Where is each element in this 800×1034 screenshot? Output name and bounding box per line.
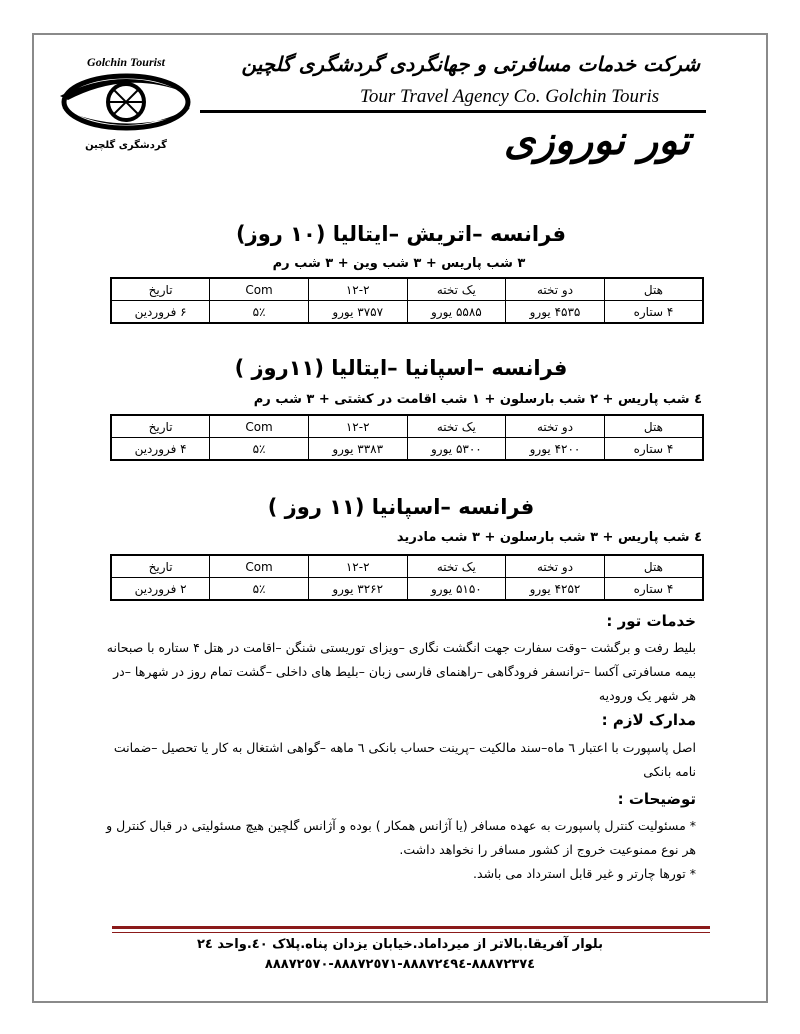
col-hotel: هتل	[604, 555, 703, 578]
logo-text-top: Golchin Tourist	[87, 55, 165, 69]
footer-phones: ٨٨٨٧٢٣٧٤-٨٨٨٧٢٤٩٤-٨٨٨٧٢٥٧١-٨٨٨٧٢٥٧٠	[264, 957, 536, 972]
services-heading: خدمات تور :	[606, 612, 696, 630]
tour-2-title: فرانسه –اسپانیا –ایتالیا (۱۱روز )	[234, 356, 568, 380]
col-double: دو تخته	[506, 555, 605, 578]
col-hotel: هتل	[604, 278, 703, 301]
col-double: دو تخته	[506, 278, 605, 301]
table-row	[111, 578, 703, 601]
company-name-en: Tour Travel Agency Co. Golchin Touris	[360, 86, 660, 107]
col-com: Com	[210, 278, 309, 301]
tour-3-table	[110, 554, 704, 601]
col-com: Com	[210, 555, 309, 578]
documents-text: اصل پاسپورت با اعتبار ٦ ماه–سند مالکیت –پرینت حساب بانکی ٦ ماهه –گواهی اشتغال به کار یا تحصیل –ضمانت نامه بانکی	[113, 740, 696, 779]
table-header-row	[111, 278, 703, 301]
tour-1-subtitle: ۳ شب پاریس + ۳ شب وین + ۳ شب رم	[272, 256, 526, 271]
cell-double: ۴۲۰۰ یورو	[506, 438, 605, 461]
cell-date: ۲ فروردین	[111, 578, 210, 601]
col-child: ۱۲-۲	[308, 415, 407, 438]
header-underline	[200, 110, 706, 113]
footer-address: بلوار آفریقا.بالاتر از میرداماد.خیابان یزدان پناه.پلاک ٤٠.واحد ٢٤	[197, 937, 603, 952]
note-2: * تورها چارتر و غیر قابل استرداد می باشد.	[473, 866, 696, 881]
tour-3-subtitle: ٤ شب پاریس + ۳ شب بارسلون + ۳ شب مادرید	[396, 530, 702, 545]
footer-rule	[112, 926, 710, 929]
col-child: ۱۲-۲	[308, 278, 407, 301]
table-header-row	[111, 415, 703, 438]
services-text: بلیط رفت و برگشت –وقت سفارت جهت انگشت نگاری –ویزای توریستی شنگن –اقامت در هتل ۴ ستاره با صبحانه بیمه مسافرتی آکسا –ترانسفر فرودگاهی –راهنمای فارسی زبان –بلیط های داخلی –گشت تمام روز در شهرها –در هر شهر یک ورودیه	[106, 640, 696, 703]
col-date: تاریخ	[111, 415, 210, 438]
table-header-row	[111, 555, 703, 578]
logo-text-bottom: گردشگری گلچین	[85, 140, 167, 151]
documents-heading: مدارک لازم :	[601, 711, 696, 729]
col-date: تاریخ	[111, 278, 210, 301]
col-single: یک تخته	[407, 278, 506, 301]
col-child: ۱۲-۲	[308, 555, 407, 578]
cell-date: ۴ فروردین	[111, 438, 210, 461]
company-logo	[56, 52, 196, 152]
tour-2-table	[110, 414, 704, 461]
cell-single: ۵۳۰۰ یورو	[407, 438, 506, 461]
col-single: یک تخته	[407, 555, 506, 578]
tour-1-table	[110, 277, 704, 324]
cell-com: ۵٪	[210, 301, 309, 324]
cell-double: ۴۲۵۲ یورو	[506, 578, 605, 601]
cell-single: ۵۵۸۵ یورو	[407, 301, 506, 324]
cell-double: ۴۵۳۵ یورو	[506, 301, 605, 324]
page-title: تور نوروزی	[503, 118, 690, 164]
cell-child: ۳۲۶۲ یورو	[308, 578, 407, 601]
cell-child: ۳۷۵۷ یورو	[308, 301, 407, 324]
col-hotel: هتل	[604, 415, 703, 438]
col-date: تاریخ	[111, 555, 210, 578]
col-single: یک تخته	[407, 415, 506, 438]
cell-child: ۳۳۸۳ یورو	[308, 438, 407, 461]
cell-com: ۵٪	[210, 578, 309, 601]
tour-3-title: فرانسه –اسپانیا (۱۱ روز )	[267, 495, 535, 519]
company-name-fa: شرکت خدمات مسافرتی و جهانگردی گردشگری گلچین	[241, 52, 700, 76]
notes-heading: توضیحات :	[617, 790, 696, 808]
table-row	[111, 301, 703, 324]
table-row	[111, 438, 703, 461]
tour-1-title: فرانسه –اتریش –ایتالیا (۱۰ روز)	[236, 222, 566, 246]
cell-date: ۶ فروردین	[111, 301, 210, 324]
cell-single: ۵۱۵۰ یورو	[407, 578, 506, 601]
col-double: دو تخته	[506, 415, 605, 438]
cell-hotel: ۴ ستاره	[604, 578, 703, 601]
tour-2-subtitle: ٤ شب پاریس + ۲ شب بارسلون + ۱ شب اقامت در کشتی + ۳ شب رم	[253, 392, 702, 407]
footer-rule-thin	[112, 932, 710, 933]
note-1: * مسئولیت کنترل پاسپورت به عهده مسافر (یا آژانس همکار ) بوده و آژانس گلچین هیچ مسئولیتی در قبال کنترل و هر نوع ممنوعیت خروج از کشور مسافر را نخواهد داشت.	[106, 818, 696, 857]
cell-hotel: ۴ ستاره	[604, 301, 703, 324]
cell-hotel: ۴ ستاره	[604, 438, 703, 461]
col-com: Com	[210, 415, 309, 438]
cell-com: ۵٪	[210, 438, 309, 461]
